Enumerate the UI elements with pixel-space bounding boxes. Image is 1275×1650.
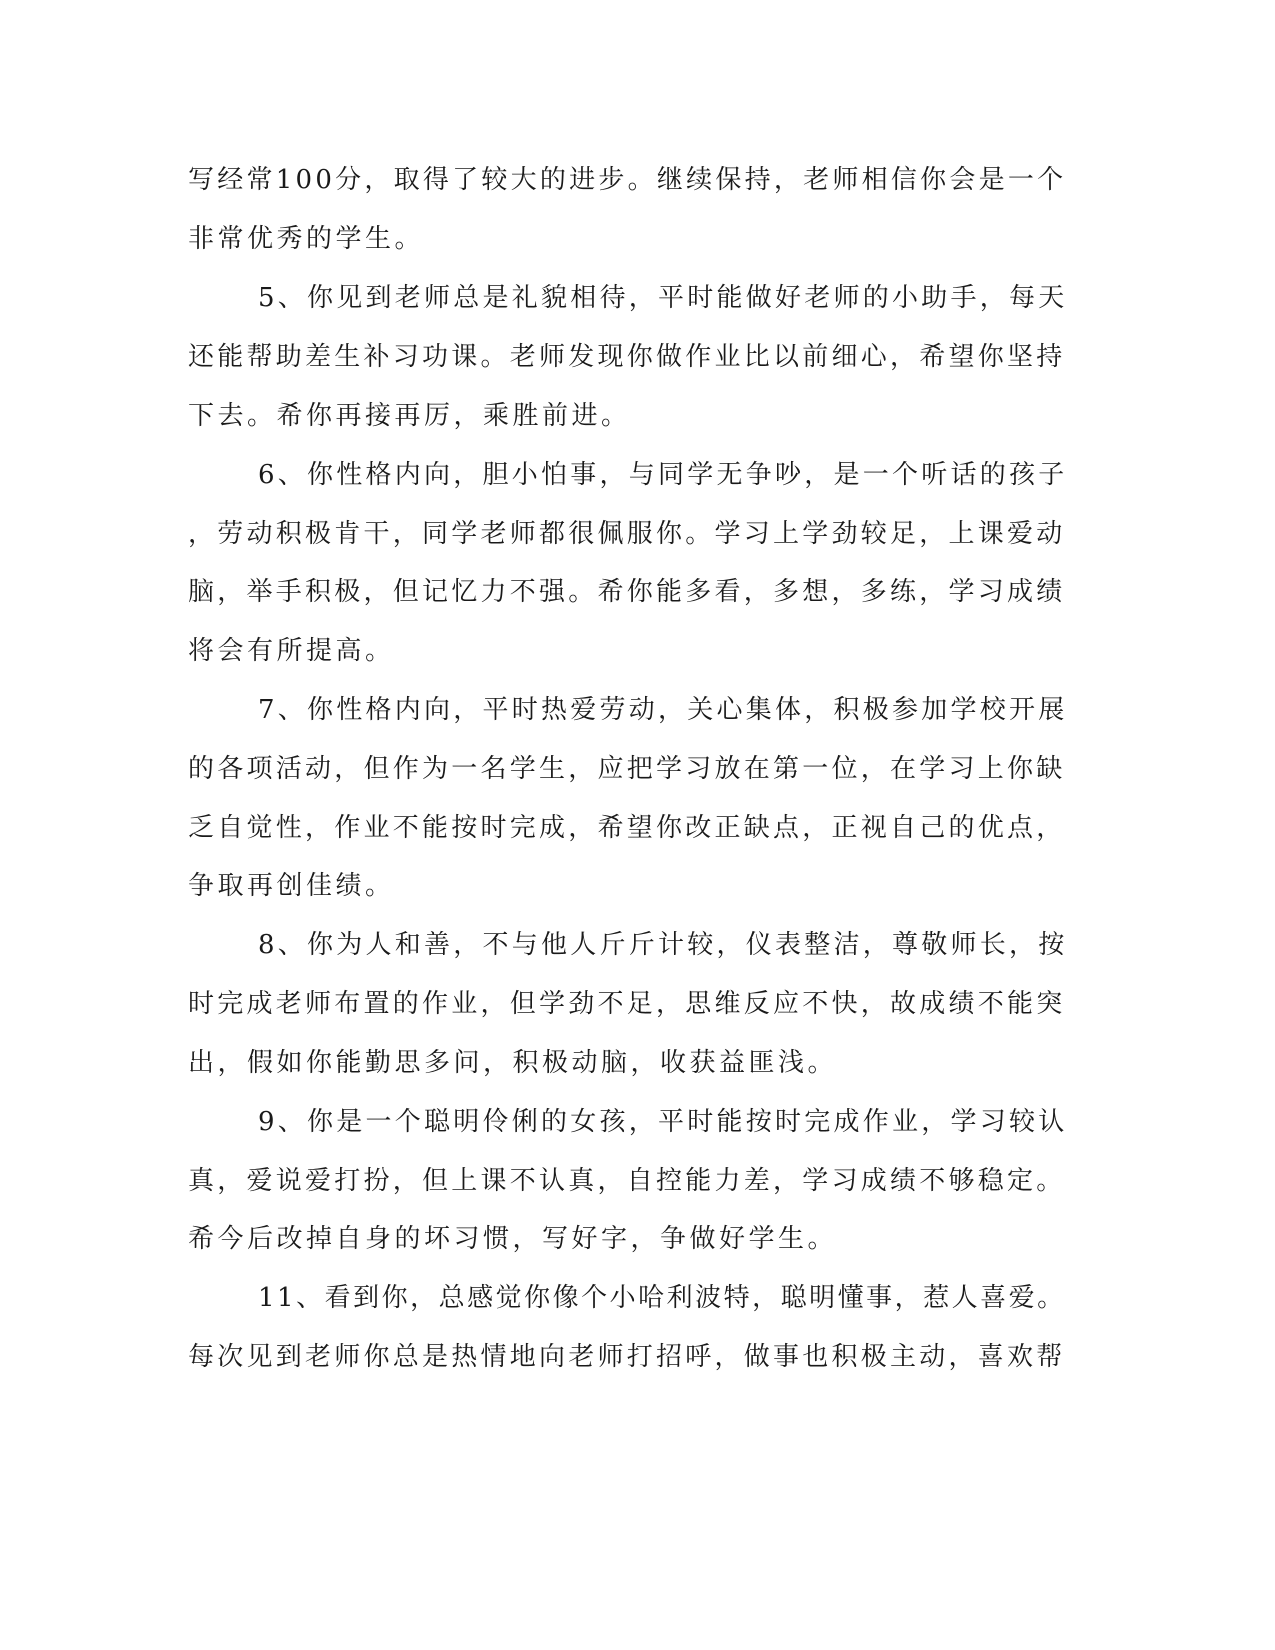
text-line: 乏自觉性，作业不能按时完成，希望你改正缺点，正视自己的优点， bbox=[188, 813, 1066, 843]
paragraph-first-line: 7、你性格内向，平时热爱劳动，关心集体，积极参加学校开展 bbox=[258, 695, 1068, 725]
text-line: 出，假如你能勤思多问，积极动脑，收获益匪浅。 bbox=[188, 1048, 838, 1078]
text-line: 下去。希你再接再厉，乘胜前进。 bbox=[188, 401, 631, 431]
text-line: 希今后改掉自身的坏习惯，写好字，争做好学生。 bbox=[188, 1224, 838, 1254]
paragraph-first-line: 11、看到你，总感觉你像个小哈利波特，聪明懂事，惹人喜爱。 bbox=[258, 1283, 1066, 1313]
text-line: 的各项活动，但作为一名学生，应把学习放在第一位，在学习上你缺 bbox=[188, 754, 1066, 784]
text-line: 真，爱说爱打扮，但上课不认真，自控能力差，学习成绩不够稳定。 bbox=[188, 1166, 1066, 1196]
text-line: 争取再创佳绩。 bbox=[188, 871, 395, 901]
text-line: ，劳动积极肯干，同学老师都很佩服你。学习上学劲较足，上课爱动 bbox=[188, 519, 1066, 549]
text-line: 时完成老师布置的作业，但学劲不足，思维反应不快，故成绩不能突 bbox=[188, 989, 1066, 1019]
text-line: 每次见到老师你总是热情地向老师打招呼，做事也积极主动，喜欢帮 bbox=[188, 1342, 1066, 1372]
paragraph-first-line: 9、你是一个聪明伶俐的女孩，平时能按时完成作业，学习较认 bbox=[258, 1107, 1068, 1137]
paragraph-first-line: 6、你性格内向，胆小怕事，与同学无争吵，是一个听话的孩子 bbox=[258, 460, 1068, 490]
text-line: 还能帮助差生补习功课。老师发现你做作业比以前细心，希望你坚持 bbox=[188, 342, 1066, 372]
text-line: 脑，举手积极，但记忆力不强。希你能多看，多想，多练，学习成绩 bbox=[188, 577, 1066, 607]
paragraph-first-line: 5、你见到老师总是礼貌相待，平时能做好老师的小助手，每天 bbox=[258, 283, 1068, 313]
text-line: 非常优秀的学生。 bbox=[188, 224, 425, 254]
text-line: 将会有所提高。 bbox=[188, 636, 395, 666]
paragraph-first-line: 8、你为人和善，不与他人斤斤计较，仪表整洁，尊敬师长，按 bbox=[258, 930, 1068, 960]
text-line: 写经常100分，取得了较大的进步。继续保持，老师相信你会是一个 bbox=[188, 165, 1067, 195]
